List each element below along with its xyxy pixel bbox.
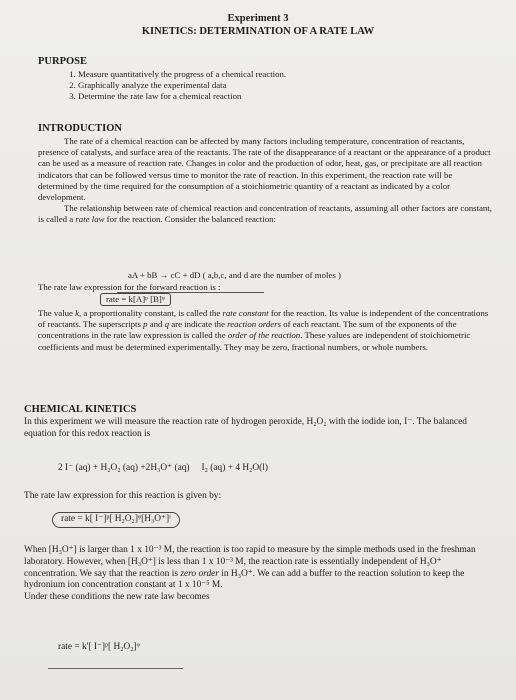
kinetics-rate-intro: The rate law expression for this reaction is given by: [24,491,222,501]
kinetics-paragraph-3: Under these conditions the new rate law becomes [24,592,210,603]
purpose-item: 1. Measure quantitatively the progress of a chemical reaction. [78,69,480,80]
rate-law-intro: The rate law expression for the forward reaction is : [38,282,221,292]
rate-law-box: rate = k[A]ᵖ [B]ᵠ [100,293,171,306]
intro-paragraph-3: The value k, a proportionality constant, is called the rate constant for the reaction. Its value is independent of the concentrations of reactants. The superscripts p and q are indicate the reaction orders of each reactant. The sum of the exponents of the concentrations in the rate law expression is called the order of the reaction. These values are independent of stoichiometric coefficients and must be determined experimentally. They may be zero, fractional numbers, or whole numbers. [38,308,489,352]
document-title: KINETICS: DETERMINATION OF A RATE LAW [141,26,375,37]
kinetics-rate-law-box: rate = k[ I⁻]ᵖ[ H₂O₂]ᵠ[H₃O⁺]ʳ [52,512,180,528]
new-rate-law: rate = k'[ I⁻]ᵖ[ H₂O₂]ᵠ [58,642,140,652]
underline-mark [48,668,183,669]
general-reaction-equation: aA + bB → cC + dD ( a,b,c, and d are the number of moles ) [128,270,341,280]
kinetics-paragraph-2: When [H₃O⁺] is larger than 1 x 10⁻³ M, the reaction is too rapid to measure by the simple methods used in the freshman laboratory. However, when [H₃O⁺] is less than 1 x 10⁻³ M, the reaction rate is essentially independent of H₃O⁺ concentration. We say that the reaction is zero order in H₃O⁺. We can add a buffer to the reaction solution to keep the hydronium ion concentration constant at 1 x 10⁻⁵ M. Under these conditions the new rate law becomes [24,545,494,604]
purpose-item: 3. Determine the rate law for a chemical reaction [78,91,480,102]
redox-equation: 2 I⁻ (aq) + H₂O₂ (aq) +2H₃O⁺ (aq) ⃞ I₂ (aq) + 4 H₂O(l) [58,463,269,473]
introduction-heading: INTRODUCTION [38,123,123,134]
intro-paragraph-2: The relationship between rate of chemical reaction and concentration of reactants, assuming all other factors are constant, is called a rate law for the reaction. Consider the balanced reaction: [38,203,492,225]
purpose-list [60,69,480,101]
purpose-heading: PURPOSE [38,56,88,67]
intro-paragraph-1: The rate of a chemical reaction can be affected by many factors including temperature, concentration of reactants, presence of catalysts, and surface area of the reactants. The rate of the disappearance of a reactant or the appearance of a product can be used as a measure of reaction rate. Changes in color and the production of odor, heat, gas, or precipitate are all reaction indicators that can be followed versus time to monitor the rate of reaction. In this experiment, the reaction rate will be determined by the time required for the consumption of a stoichiometric quantity of a reactant as indicated by a color development. [38,136,491,203]
kinetics-paragraph-1: In this experiment we will measure the reaction rate of hydrogen peroxide, H₂O₂ with the iodide ion, I⁻. The balanced equation for this redox reaction is [24,417,467,439]
chemical-kinetics-heading: CHEMICAL KINETICS [24,404,137,415]
purpose-item: 2. Graphically analyze the experimental data [78,80,480,91]
experiment-number: Experiment 3 [227,13,289,24]
introduction-body [38,136,494,226]
